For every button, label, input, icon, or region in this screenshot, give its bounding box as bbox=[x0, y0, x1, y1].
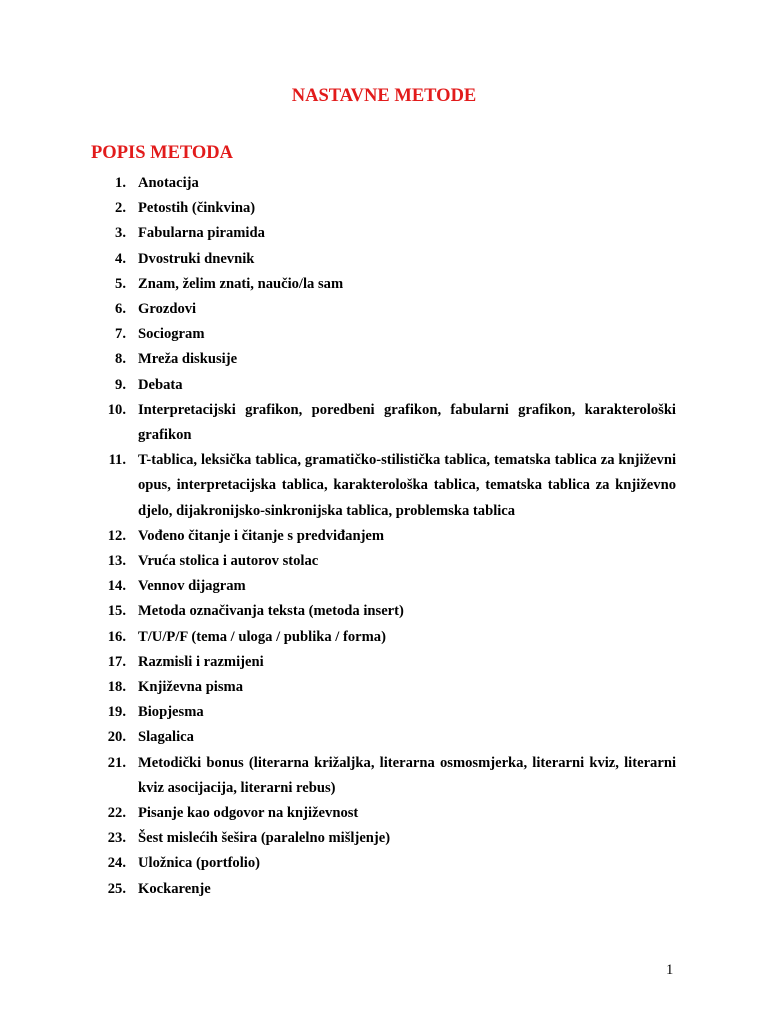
list-item-text: Znam, želim znati, naučio/la sam bbox=[138, 275, 344, 292]
list-item bbox=[0, 826, 676, 851]
list-item bbox=[0, 196, 676, 221]
list-item-number: 12. bbox=[107, 527, 126, 544]
list-item-number: 21. bbox=[107, 754, 126, 771]
page-number: 1 bbox=[666, 962, 674, 978]
method-list bbox=[0, 171, 768, 902]
list-item-number: 2. bbox=[115, 200, 126, 217]
list-item-text: Grozdovi bbox=[138, 301, 197, 318]
list-item-text: Vođeno čitanje i čitanje s predviđanjem bbox=[138, 527, 385, 544]
list-item bbox=[0, 448, 676, 524]
list-item-text: Fabularna piramida bbox=[138, 225, 265, 242]
list-item bbox=[0, 625, 676, 650]
list-item-text: Petostih (činkvina) bbox=[138, 200, 256, 217]
list-item bbox=[0, 297, 676, 322]
list-item-number: 10. bbox=[107, 401, 126, 418]
list-item bbox=[0, 549, 676, 574]
list-item-text: Sociogram bbox=[138, 326, 205, 343]
list-item-number: 8. bbox=[115, 351, 126, 368]
list-item bbox=[0, 725, 676, 750]
list-item bbox=[0, 751, 676, 801]
list-item bbox=[0, 599, 676, 624]
list-item-text: Vruća stolica i autorov stolac bbox=[138, 553, 319, 570]
list-item-number: 4. bbox=[115, 250, 126, 267]
list-item-number: 16. bbox=[107, 628, 126, 645]
list-item-number: 14. bbox=[107, 578, 126, 595]
list-item-text: Kockarenje bbox=[138, 880, 211, 897]
list-item-number: 19. bbox=[107, 704, 126, 721]
list-item-text: Književna pisma bbox=[138, 679, 243, 696]
list-item-number: 7. bbox=[115, 326, 126, 343]
list-item-number: 9. bbox=[115, 376, 126, 393]
list-item-number: 1. bbox=[115, 175, 126, 191]
list-item-text: Interpretacijski grafikon, poredbeni grafikon, fabularni grafikon, karakterološki grafikon bbox=[138, 401, 676, 444]
list-item-number: 24. bbox=[107, 855, 126, 872]
list-item-text: Metodički bonus (literarna križaljka, literarna osmosmjerka, literarni kviz, literarni kviz asocijacija, literarni rebus) bbox=[138, 754, 676, 796]
list-item-text: Mreža diskusije bbox=[138, 351, 238, 368]
list-item-text: Biopjesma bbox=[138, 704, 204, 721]
list-item-text: Vennov dijagram bbox=[138, 578, 246, 595]
list-item-number: 22. bbox=[107, 805, 126, 822]
list-item-number: 17. bbox=[107, 653, 126, 670]
list-item-text: Uložnica (portfolio) bbox=[138, 855, 260, 872]
list-item-text: Debata bbox=[138, 376, 183, 393]
list-item bbox=[0, 247, 676, 272]
list-item bbox=[0, 221, 676, 246]
list-item-text: Slagalica bbox=[138, 729, 194, 746]
list-item-text: Dvostruki dnevnik bbox=[138, 250, 255, 267]
list-item-text: Anotacija bbox=[138, 175, 199, 191]
list-item-number: 20. bbox=[107, 729, 126, 746]
list-item bbox=[0, 524, 676, 549]
list-item bbox=[0, 700, 676, 725]
list-item-number: 5. bbox=[115, 275, 126, 292]
list-item-text: Šest mislećih šešira (paralelno mišljenje) bbox=[138, 830, 391, 847]
list-item bbox=[0, 322, 676, 347]
list-item-number: 25. bbox=[107, 880, 126, 897]
list-item-number: 13. bbox=[107, 553, 126, 570]
list-item bbox=[0, 272, 676, 297]
list-item-text: Razmisli i razmijeni bbox=[138, 653, 264, 670]
list-item-number: 15. bbox=[107, 603, 126, 620]
list-item bbox=[0, 801, 676, 826]
list-item-number: 18. bbox=[107, 679, 126, 696]
list-item-text: T-tablica, leksička tablica, gramatičko-stilistička tablica, tematska tablica za književni opus, interpretacijska tablica, karakterološka tablica, tematska tablica za književno djelo, dijakronijsko-sinkronijska tablica, problemska tablica bbox=[138, 452, 676, 519]
list-item bbox=[0, 675, 676, 700]
list-item-number: 3. bbox=[115, 225, 126, 242]
list-item-text: Metoda označivanja teksta (metoda insert) bbox=[138, 603, 404, 620]
page-title: NASTAVNE METODE bbox=[291, 86, 477, 106]
list-item-number: 6. bbox=[115, 301, 126, 318]
list-item bbox=[0, 398, 676, 448]
list-item-number: 11. bbox=[108, 452, 126, 469]
list-item-text: Pisanje kao odgovor na književnost bbox=[138, 805, 359, 822]
list-item bbox=[0, 851, 676, 876]
list-item bbox=[0, 373, 676, 398]
section-heading: POPIS METODA bbox=[91, 143, 234, 163]
list-item bbox=[0, 171, 676, 196]
list-item bbox=[0, 650, 676, 675]
list-item-text: T/U/P/F (tema / uloga / publika / forma) bbox=[138, 628, 386, 645]
list-item bbox=[0, 877, 676, 902]
list-item bbox=[0, 347, 676, 372]
list-item bbox=[0, 574, 676, 599]
list-item-number: 23. bbox=[107, 830, 126, 847]
